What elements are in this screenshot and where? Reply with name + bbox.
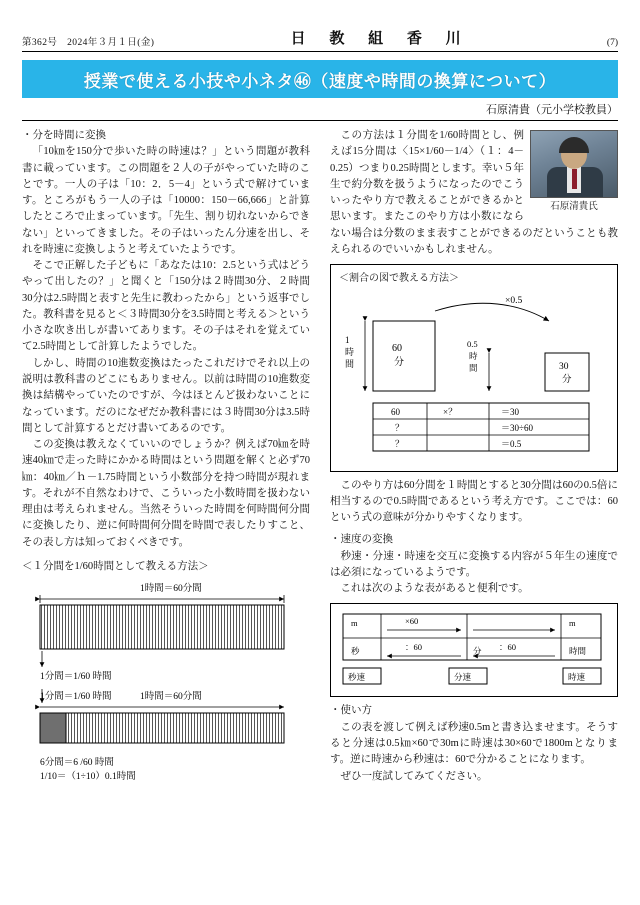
right-paragraph-after-fig1: このやり方は60分間を１時間とすると30分間は60の0.5倍に相当するので0.5時間であるという考え方です。ここでは：60という式の意味が分かりやすくなります。 xyxy=(330,479,618,524)
author-photo-block xyxy=(530,130,618,215)
left-paragraph-4: この変換は教えなくていいのでしょうか？例えば70㎞を時速40㎞で走った時にかかる時間はという問題を解くと必ず70㎞：40㎞／ｈ－1.75時間という小数部分を持つ時間が現れます。それが不自然なわけで、こういった小数時間を扱わない理由は考えられません。当然そういった時間を何時間何分間に変換したり、逆に何時間何分間を時間で表したりすこと、その表し方は知っておくべきです。 xyxy=(22,439,310,548)
right-paragraph-bottom-2: ぜひ一度試してみてください。 xyxy=(340,770,488,782)
cell-r3c1: ？ xyxy=(395,438,405,449)
cell-r2c3: ＝30÷60 xyxy=(501,422,533,433)
svg-text:分: 分 xyxy=(562,374,572,385)
left-column xyxy=(22,128,310,790)
label-multiplier: ×0.5 xyxy=(505,295,523,306)
label-box-60: 60 xyxy=(392,342,402,354)
left-paragraph-3: しかし、時間の10進数変換はたったこれだけでそれ以上の説明は教科書のどこにもありません。以前は時間の10進数変換は結構やっていたのですが、今はほとんど扱わないことになっています。だのになぜだか教科書には３時間30分は3.5時間として計算するとだけ書いてあるのです。 xyxy=(22,357,310,434)
masthead-page-number: (7) xyxy=(606,38,618,48)
svg-text:時: 時 xyxy=(345,346,355,357)
cell-r3c3: ＝0.5 xyxy=(501,438,522,449)
ratio-diagram xyxy=(339,291,607,463)
masthead xyxy=(22,22,618,52)
right-paragraph-bottom-1: この表を渡して例えば秒速0.5mと書き込ませます。そうすると分速は0.5㎞×60で30mに時速は30×60で1800mとなります。逆に時速から秒速は：60で分かることになります。 xyxy=(330,721,618,766)
cell-r1c1: 60 xyxy=(391,406,400,417)
byline: 石原清貴（元小学校教員） xyxy=(486,104,618,116)
label-box-30: 30 xyxy=(559,361,569,372)
left-paragraph-2: そこで正解した子どもに「あなたは10：2.5という式はどうやって出したの？」と聞くと「150分は２時間30分、２時間30分は2.5時間と表すと先生に教わったから」という返事でした。教科書を見ると＜３時間30分を3.5時間と考える＞という小さな吹き出しが書いてあります。その子はそれを覚えていて2.5時間として計算したようでした。 xyxy=(22,260,310,353)
svg-text:間: 間 xyxy=(345,358,355,369)
masthead-issue: 第362号 2024年３月１日(金) xyxy=(22,38,155,48)
svg-text:1: 1 xyxy=(345,334,350,345)
label-bar-2: 1時間＝60分間 xyxy=(140,692,202,703)
cell-r1c2: ×？ xyxy=(443,406,458,417)
svg-text:間: 間 xyxy=(469,362,478,373)
fraction-time-diagram xyxy=(22,579,310,784)
caption-byosoku: 秒速 xyxy=(348,672,366,683)
ratio-figure-box xyxy=(330,264,618,472)
caption-jisoku: 時速 xyxy=(568,672,586,683)
byline-divider xyxy=(22,120,618,121)
photo-caption: 石原清貴氏 xyxy=(550,202,598,212)
left-heading: ・分を時間に変換 xyxy=(22,130,106,141)
right-heading-usage: ・使い方 xyxy=(330,705,372,717)
label-note-3: 6分間＝6 /60 時間 xyxy=(40,758,114,769)
portrait-photo xyxy=(530,130,618,198)
label-note-4: 1/10＝（1÷10）0.1時間 xyxy=(40,772,136,783)
cell-r2c1: ？ xyxy=(395,422,405,433)
speed-figure-box xyxy=(330,603,618,697)
ratio-figure-heading: ＜割合の図で教える方法＞ xyxy=(339,273,459,285)
fraction-time-figure xyxy=(22,579,310,790)
label-div-60: ：60 xyxy=(405,642,423,653)
article-title-band xyxy=(22,60,618,98)
svg-text:分: 分 xyxy=(394,356,404,368)
right-column xyxy=(330,128,618,785)
right-paragraph-1: この方法は１分間を1/60時間とし、例えば15分間は〈15×1/60－1/4〉（１：4－0.25）つまり0.25時間とします。幸い５年生で約分数を扱うようになったのでこういったやり方で教えることができるかと思います。またこのやり方は小数にならない場合は分数のまま表すことができるのだということも教えられるのでいいかもしれません。 xyxy=(330,130,618,255)
label-div-60-2: ：60 xyxy=(499,642,517,653)
unit-top-right: m xyxy=(569,618,576,629)
unit-bottom-left: 秒 xyxy=(351,646,360,657)
svg-text:0.5: 0.5 xyxy=(467,338,478,349)
label-note-1: 1分間＝1/60 時間 xyxy=(40,672,112,683)
unit-top-left: m xyxy=(351,618,358,629)
label-mul-60: ×60 xyxy=(405,616,419,627)
svg-text:時: 時 xyxy=(469,350,478,361)
masthead-title: 日 教 組 香 川 xyxy=(290,31,471,47)
label-top-bar: 1時間＝60分間 xyxy=(140,584,202,595)
speed-conversion-diagram xyxy=(339,610,607,688)
cell-r1c3: ＝30 xyxy=(501,406,520,417)
left-figure-heading: ＜１分間を1/60時間として教える方法＞ xyxy=(22,560,209,572)
left-paragraph-1: 「10㎞を150分で歩いた時の時速は？」という問題が教科書に載っています。この問題を２人の子がやっていた時のことです。一人の子は「10：2．5－4」という式で解けています。ところがもう一人の子は「10000：150－66,666」と計算したところで止まっています。「先生、割り切れないからできない」といってきました。その子はいったん分速を出し、それを時速に変換しようと考えていたようです。 xyxy=(22,146,310,255)
caption-funsoku: 分速 xyxy=(454,672,472,683)
unit-bottom-right: 時間 xyxy=(569,646,587,657)
label-note-2: 1分間＝1/60 時間 xyxy=(40,692,112,703)
right-paragraph-mid-1: 秒速・分速・時速を交互に変換する内容が５年生の速度では必須になっているようです。 xyxy=(330,550,618,578)
unit-bottom-mid: 分 xyxy=(473,646,482,657)
page-title: 授業で使える小技や小ネタ㊻（速度や時間の換算について） xyxy=(83,71,557,91)
right-heading-speed: ・速度の変換 xyxy=(330,534,393,546)
right-paragraph-mid-2: これは次のような表があると便利です。 xyxy=(340,583,529,595)
